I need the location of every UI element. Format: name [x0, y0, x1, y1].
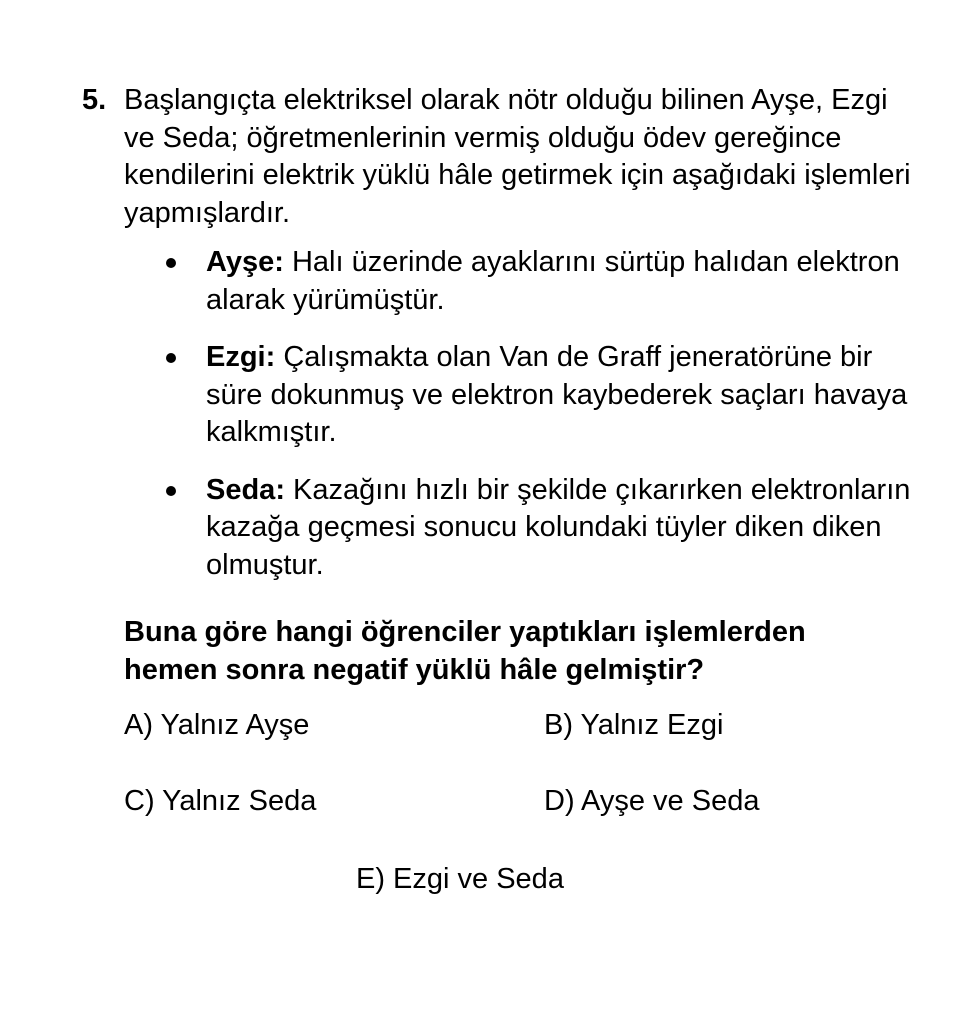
question-block [82, 82, 932, 907]
question-stem: Başlangıçta elektriksel olarak nötr olduğu bilinen Ayşe, Ezgi ve Seda; öğretmenlerinin vermiş olduğu ödev gereğince kendilerini elektrik yüklü hâle getirmek için aşağıdaki işlemleri yapmışlardır. [124, 84, 911, 229]
student-list [124, 244, 932, 584]
option-b[interactable]: B) Yalnız Ezgi [544, 709, 724, 741]
option-c[interactable]: C) Yalnız Seda [124, 785, 317, 817]
bullet-icon [166, 353, 176, 363]
student-name: Ayşe: [206, 246, 284, 278]
student-action: Çalışmakta olan Van de Graff jeneratörüne bir süre dokunmuş ve elektron kaybederek saçları havaya kalkmıştır. [206, 341, 908, 448]
option-a[interactable]: A) Yalnız Ayşe [124, 709, 310, 741]
student-action: Halı üzerinde ayaklarını sürtüp halıdan elektron alarak yürümüştür. [206, 246, 900, 316]
question-body [124, 82, 932, 907]
list-item-ezgi [124, 339, 920, 452]
bullet-icon [166, 258, 176, 268]
question-prompt: Buna göre hangi öğrenciler yaptıkları işlemlerden hemen sonra negatif yüklü hâle gelmiştir? [124, 616, 806, 686]
list-item-ayse [124, 244, 920, 319]
student-name: Seda: [206, 473, 285, 506]
option-d[interactable]: D) Ayşe ve Seda [544, 785, 760, 817]
student-name: Ezgi: [206, 341, 276, 373]
bullet-icon [166, 486, 176, 496]
answer-options [124, 707, 932, 907]
list-item-seda [124, 472, 920, 585]
option-e[interactable]: E) Ezgi ve Seda [356, 863, 564, 895]
question-number: 5. [82, 84, 107, 116]
student-action: Kazağını hızlı bir şekilde çıkarırken elektronların kazağa geçmesi sonucu kolundaki tüyler diken diken olmuştur. [206, 473, 911, 581]
